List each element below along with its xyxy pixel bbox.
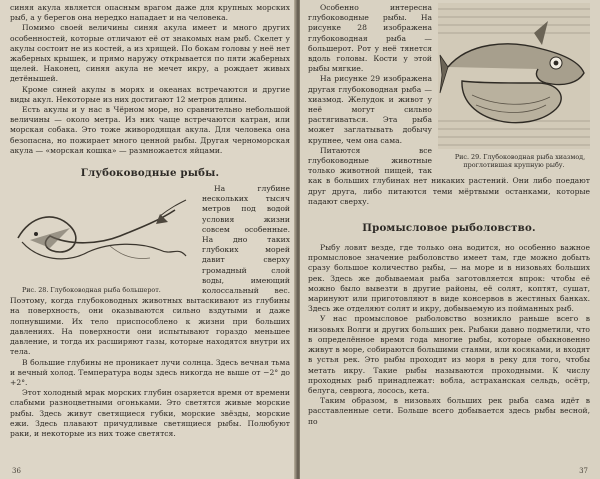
paragraph: синяя акула является опасным врагом даже для крупных морских рыб, а у берегов она нередко нападает и на человека. (10, 3, 290, 23)
paragraph: Этот холодный мрак морских глубин озаряется время от времени слабыми разноцветными огоньками. Это светятся живые морские рыбы. Здесь живут светящиеся губки, морские звёзды, морские ежи. Здесь плавают причудливые светящиеся рыбы. Полюбуют раки, и некоторые из них тоже светятся. (10, 388, 290, 438)
paragraph: Особенно интересна глубоководные рыбы. На рисунке 28 изображена глубоководная рыба — большерот. Рот у неё тянется вдоль головы. Кости у этой рыбы мягкие. (308, 3, 432, 74)
paragraph (10, 358, 290, 389)
paragraph: Есть акулы и у нас в Чёрном море, но сравнительно небольшой величины — около метра. Из них чаще встречаются катран, или морская собака. Это тоже живородящая акула. Для человека она безопасна, но пожирает много ценной рыбы. Другая черноморская акула — «морская кошка» — размножается яйцами. (10, 105, 290, 155)
paragraph: Помимо своей величины синяя акула имеет и много других особенностей, которые отличают её от знакомых нам рыб. Скелет у акулы состоит не из костей, а из хрящей. По бокам головы у неё нет жаберных крышек, и прямо наружу открывается по пяти жаберных щелей. Наконец, синяя акула не мечет икру, а рождает живых детёнышей. (10, 23, 290, 84)
figure-chiasmodon (438, 3, 590, 169)
section-heading: Промысловое рыболовство. (362, 222, 536, 235)
paragraph: На рисунке 29 изображена другая глубоководная рыба — хиазмод. Желудок и живот у неё могут сильно растягиваться. Эта рыба может заглатывать добычу крупнее, чем она сама. (308, 74, 432, 145)
figure-gulper-fish (10, 186, 196, 294)
section-heading: Глубоководные рыбы. (80, 167, 220, 180)
paragraph: Рыбу ловят везде, где только она водится, но особенно важное промысловое значение рыболовство имеет там, где можно добыть сразу большое количество рыбы, — на море и в низовьях больших рек. Здесь же добываемая рыба заготовляется впрок: чтобы её можно было вывезти в другие районы, её солят, коптят, сушат, маринуют или приготовляют в виде консервов в жестяных банках. Здесь же отделяют солят и икру, добываемую из пойманных рыб. (308, 243, 590, 314)
figure-caption: Рис. 29. Глубоководная рыба хиазмод, проглотившая крупную рыбу. (454, 153, 586, 169)
page-number: 37 (579, 467, 588, 475)
paragraph: Питаются все глубоководные животные только животной пищей, так как в больших глубинах нет никаких растений. Они либо поедают друг друга, либо питаются теми мёртвыми останками, которые падают сверху. (308, 145, 590, 206)
page-number: 36 (12, 467, 21, 475)
paragraph: На глубине нескольких тысяч метров под водой условия жизни совсем особенные. На дно таких глубоких морей давит сверху громадный слой воды, имеющий колоссальный вес. Поэтому, когда глубоководных животных вытаскивают из глубины на поверхность, они оказываются сильно вздутыми и даже лопнувшими. Их тело приспособлено к жизни при больших давлениях. На поверхности они испытывают гораздо меньшее давление, и тогда их расширяют газы, которые находятся внутри их тела. (10, 184, 290, 357)
temperature-range: −2° до +2°. (10, 367, 291, 387)
figure-caption: Рис. 28. Глубоководная рыба большерот. (22, 286, 161, 295)
paragraph: Таким образом, в низовьях больших рек рыба сама идёт в расставленные сети. Больше всего добывается здесь рыбы весной, по (308, 396, 590, 426)
chiasmodon-illustration (438, 3, 590, 149)
left-page (0, 0, 296, 479)
gulper-fish-illustration (10, 186, 196, 282)
paragraph-text: В большие глубины не проникает лучи солнца. Здесь вечная тьма и вечный холод. Температура воды здесь никогда не выше от (10, 357, 290, 377)
paragraph: Кроме синей акулы в морях и океанах встречаются и другие виды акул. Некоторые из них достигают 12 метров длины. (10, 84, 290, 104)
paragraph: У нас промысловое рыболовство возникло раньше всего в низовьях Волги и других больших рек. Рыбаки давно подметили, что в определённое время года многие рыбы, которые обыкновенно живут в море, собираются большими стаями, или косяками, и входят в устья рек. Это рыбы проходят из моря в реку для того, чтобы метать икру. Такие рыбы называются проходными. К числу проходных рыб принадлежат: вобла, астраханская сельдь, осётр, белуга, севрюга, лосось, кета. (308, 314, 590, 395)
right-page (300, 0, 600, 479)
